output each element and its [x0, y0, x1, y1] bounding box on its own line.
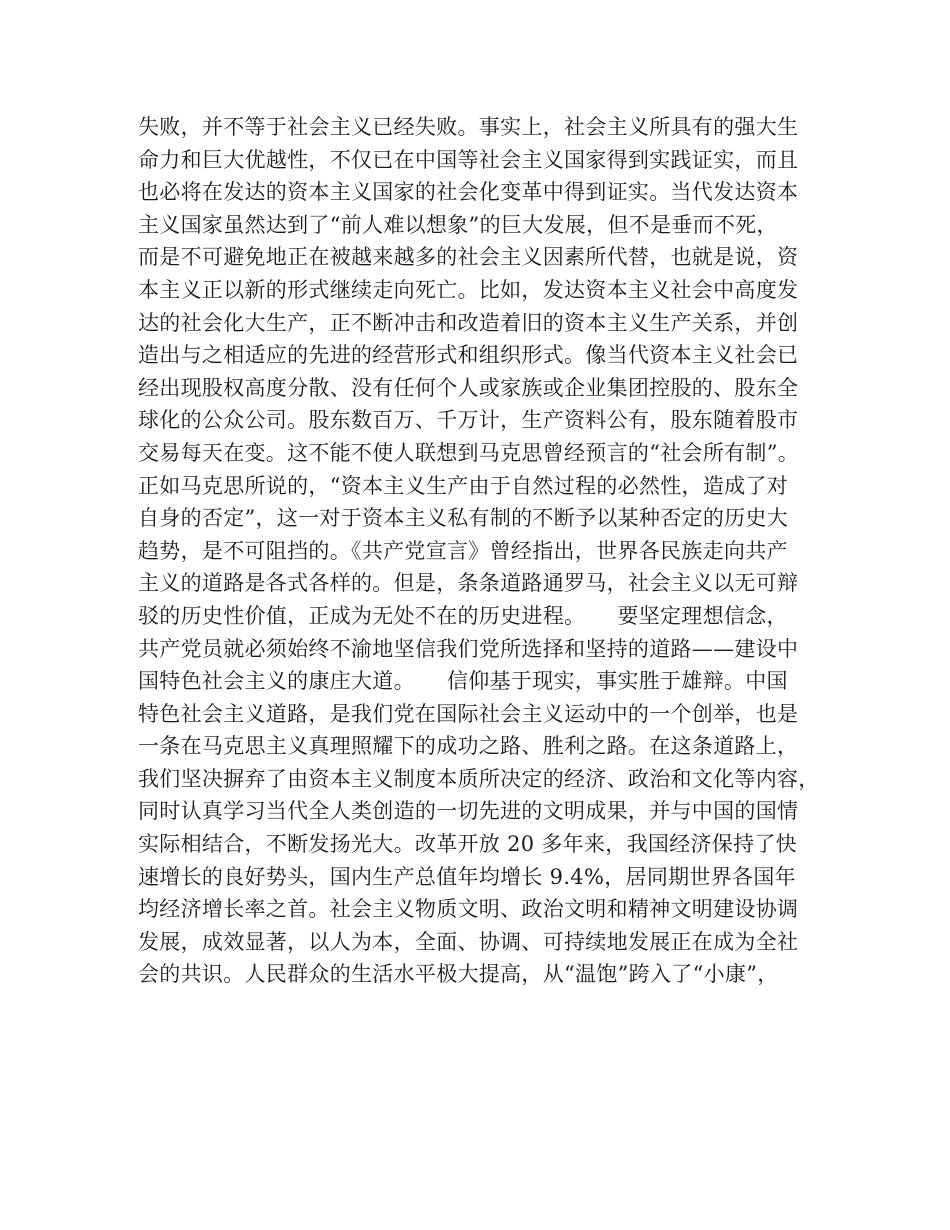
text-line: 经出现股权高度分散、没有任何个人或家族或企业集团控股的、股东全 [138, 375, 799, 400]
text-line: 速增长的良好势头，国内生产总值年均增长 9.4%，居同期世界各国年 [138, 864, 796, 889]
text-line: 失败，并不等于社会主义已经失败。事实上，社会主义所具有的强大生 [138, 115, 799, 139]
text-line: 主义的道路是各式各样的。但是，条条道路通罗马，社会主义以无可辩 [138, 571, 799, 596]
text-line: 特色社会主义道路，是我们党在国际社会主义运动中的一个创举，也是 [138, 701, 799, 726]
text-line: 达的社会化大生产，正不断冲击和改造着旧的资本主义生产关系，并创 [138, 310, 799, 335]
text-line: 国特色社会主义的康庄大道。 信仰基于现实，事实胜于雄辩。中国 [138, 669, 788, 694]
text-line: 一条在马克思主义真理照耀下的成功之路、胜利之路。在这条道路上， [138, 734, 799, 759]
text-line: 同时认真学习当代全人类创造的一切先进的文明成果，并与中国的国情 [138, 799, 799, 824]
text-line: 我们坚决摒弃了由资本主义制度本质所决定的经济、政治和文化等内容， [138, 766, 820, 791]
text-line: 正如马克思所说的，“资本主义生产由于自然过程的必然性，造成了对 [138, 473, 789, 498]
text-line: 球化的公众公司。股东数百万、千万计，生产资料公有，股东随着股市 [138, 408, 799, 433]
text-line: 均经济增长率之首。社会主义物质文明、政治文明和精神文明建设协调 [138, 897, 799, 922]
text-line: 造出与之相适应的先进的经营形式和组织形式。像当代资本主义社会已 [138, 343, 799, 368]
text-line: 共产党员就必须始终不渝地坚信我们党所选择和坚持的道路——建设中 [138, 636, 799, 661]
text-line: 会的共识。人民群众的生活水平极大提高，从“温饱”跨入了“小康”， [138, 962, 779, 987]
text-line: 趋势，是不可阻挡的。《共产党宣言》曾经指出，世界各民族走向共产 [138, 538, 788, 563]
text-line: 主义国家虽然达到了“前人难以想象”的巨大发展，但不是垂而不死， [138, 212, 778, 237]
text-line: 而是不可避免地正在被越来越多的社会主义因素所代替，也就是说，资 [138, 245, 799, 270]
text-line: 本主义正以新的形式继续走向死亡。比如，发达资本主义社会中高度发 [138, 277, 799, 302]
text-line: 命力和巨大优越性，不仅已在中国等社会主义国家得到实践证实，而且 [138, 147, 799, 172]
text-line: 发展，成效显著，以人为本，全面、协调、可持续地发展正在成为全社 [138, 929, 799, 954]
text-line: 自身的否定”，这一对于资本主义私有制的不断予以某种否定的历史大 [138, 506, 789, 531]
text-line: 交易每天在变。这不能不使人联想到马克思曾经预言的“社会所有制”。 [138, 440, 800, 465]
body-text [138, 111, 838, 991]
text-line: 实际相结合，不断发扬光大。改革开放 20 多年来，我国经济保持了快 [138, 832, 797, 857]
text-line: 驳的历史性价值，正成为无处不在的历史进程。 要坚定理想信念， [138, 603, 788, 628]
text-line: 也必将在发达的资本主义国家的社会化变革中得到证实。当代发达资本 [138, 180, 799, 205]
